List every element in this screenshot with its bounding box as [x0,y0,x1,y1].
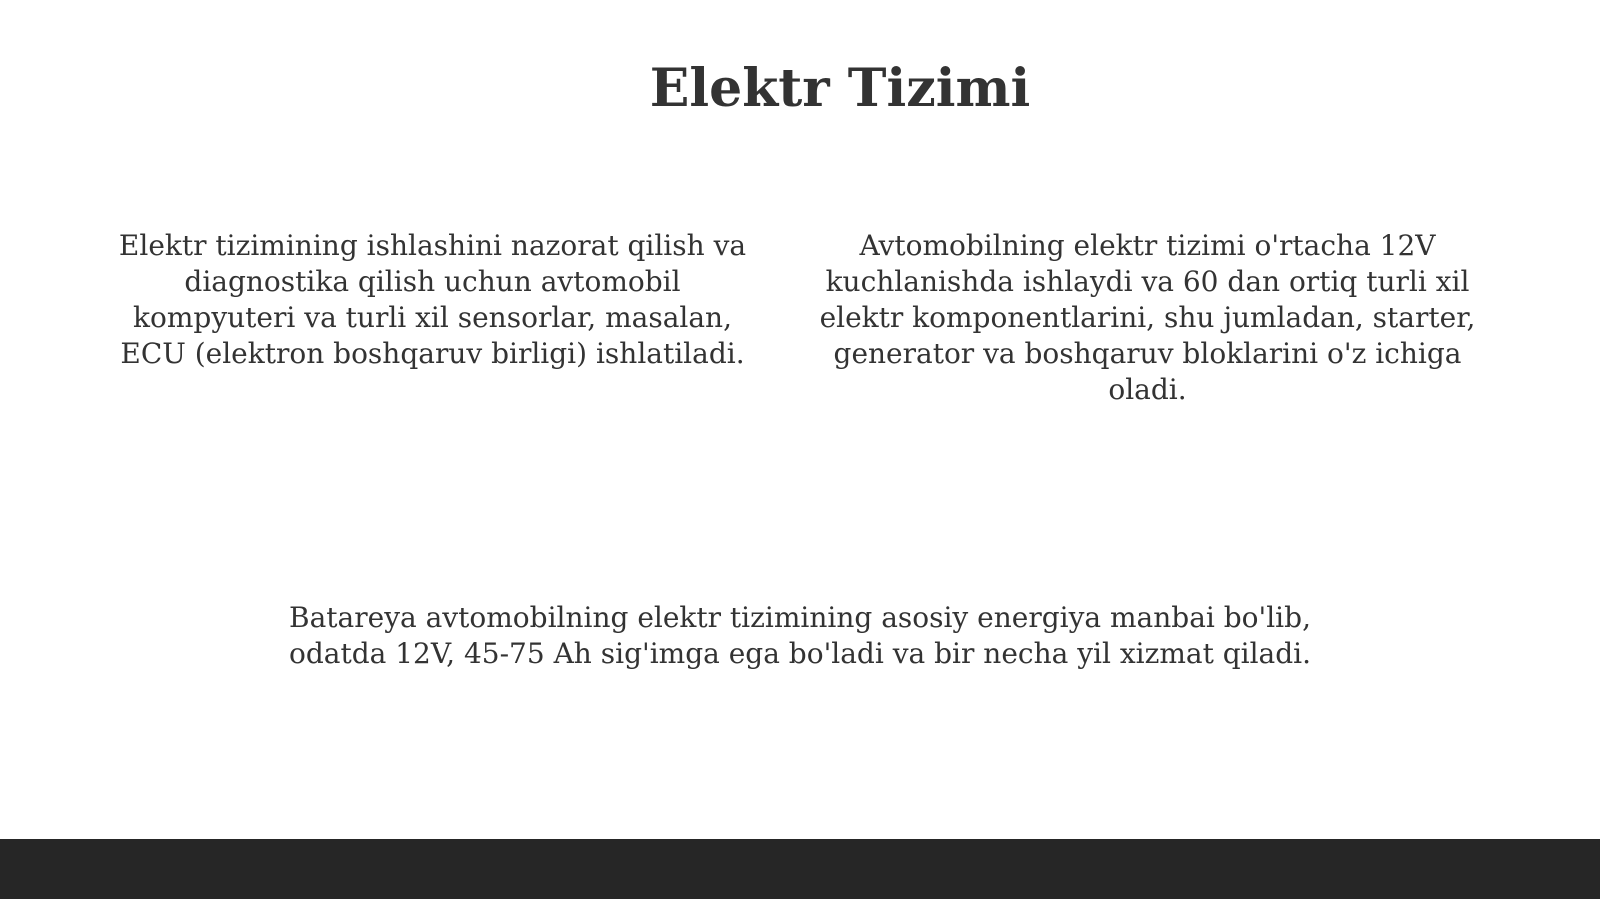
paragraph-bottom: Batareya avtomobilning elektr tizimining asosiy energiya manbai bo'lib, odatda 12V, 45-75 Ah sig'imga ega bo'ladi va bir necha yil xizmat qiladi. [288,601,1312,670]
paragraph-left: Elektr tizimining ishlashini nazorat qilish va diagnostika qilish uchun avtomobil kompyuteri va turli xil sensorlar, masalan, ECU (elektron boshqaruv birligi) ishlatiladi. [118,229,747,370]
slide-title-wrapper [0,58,1600,120]
footer-bar [0,839,1600,899]
slide-title: Elektr Tizimi [649,58,1031,119]
paragraph-right: Avtomobilning elektr tizimi o'rtacha 12V kuchlanishda ishlaydi va 60 dan ortiq turli xil elektr komponentlarini, shu jumladan, starter, generator va boshqaruv bloklarini o'z ichiga oladi. [819,229,1476,406]
